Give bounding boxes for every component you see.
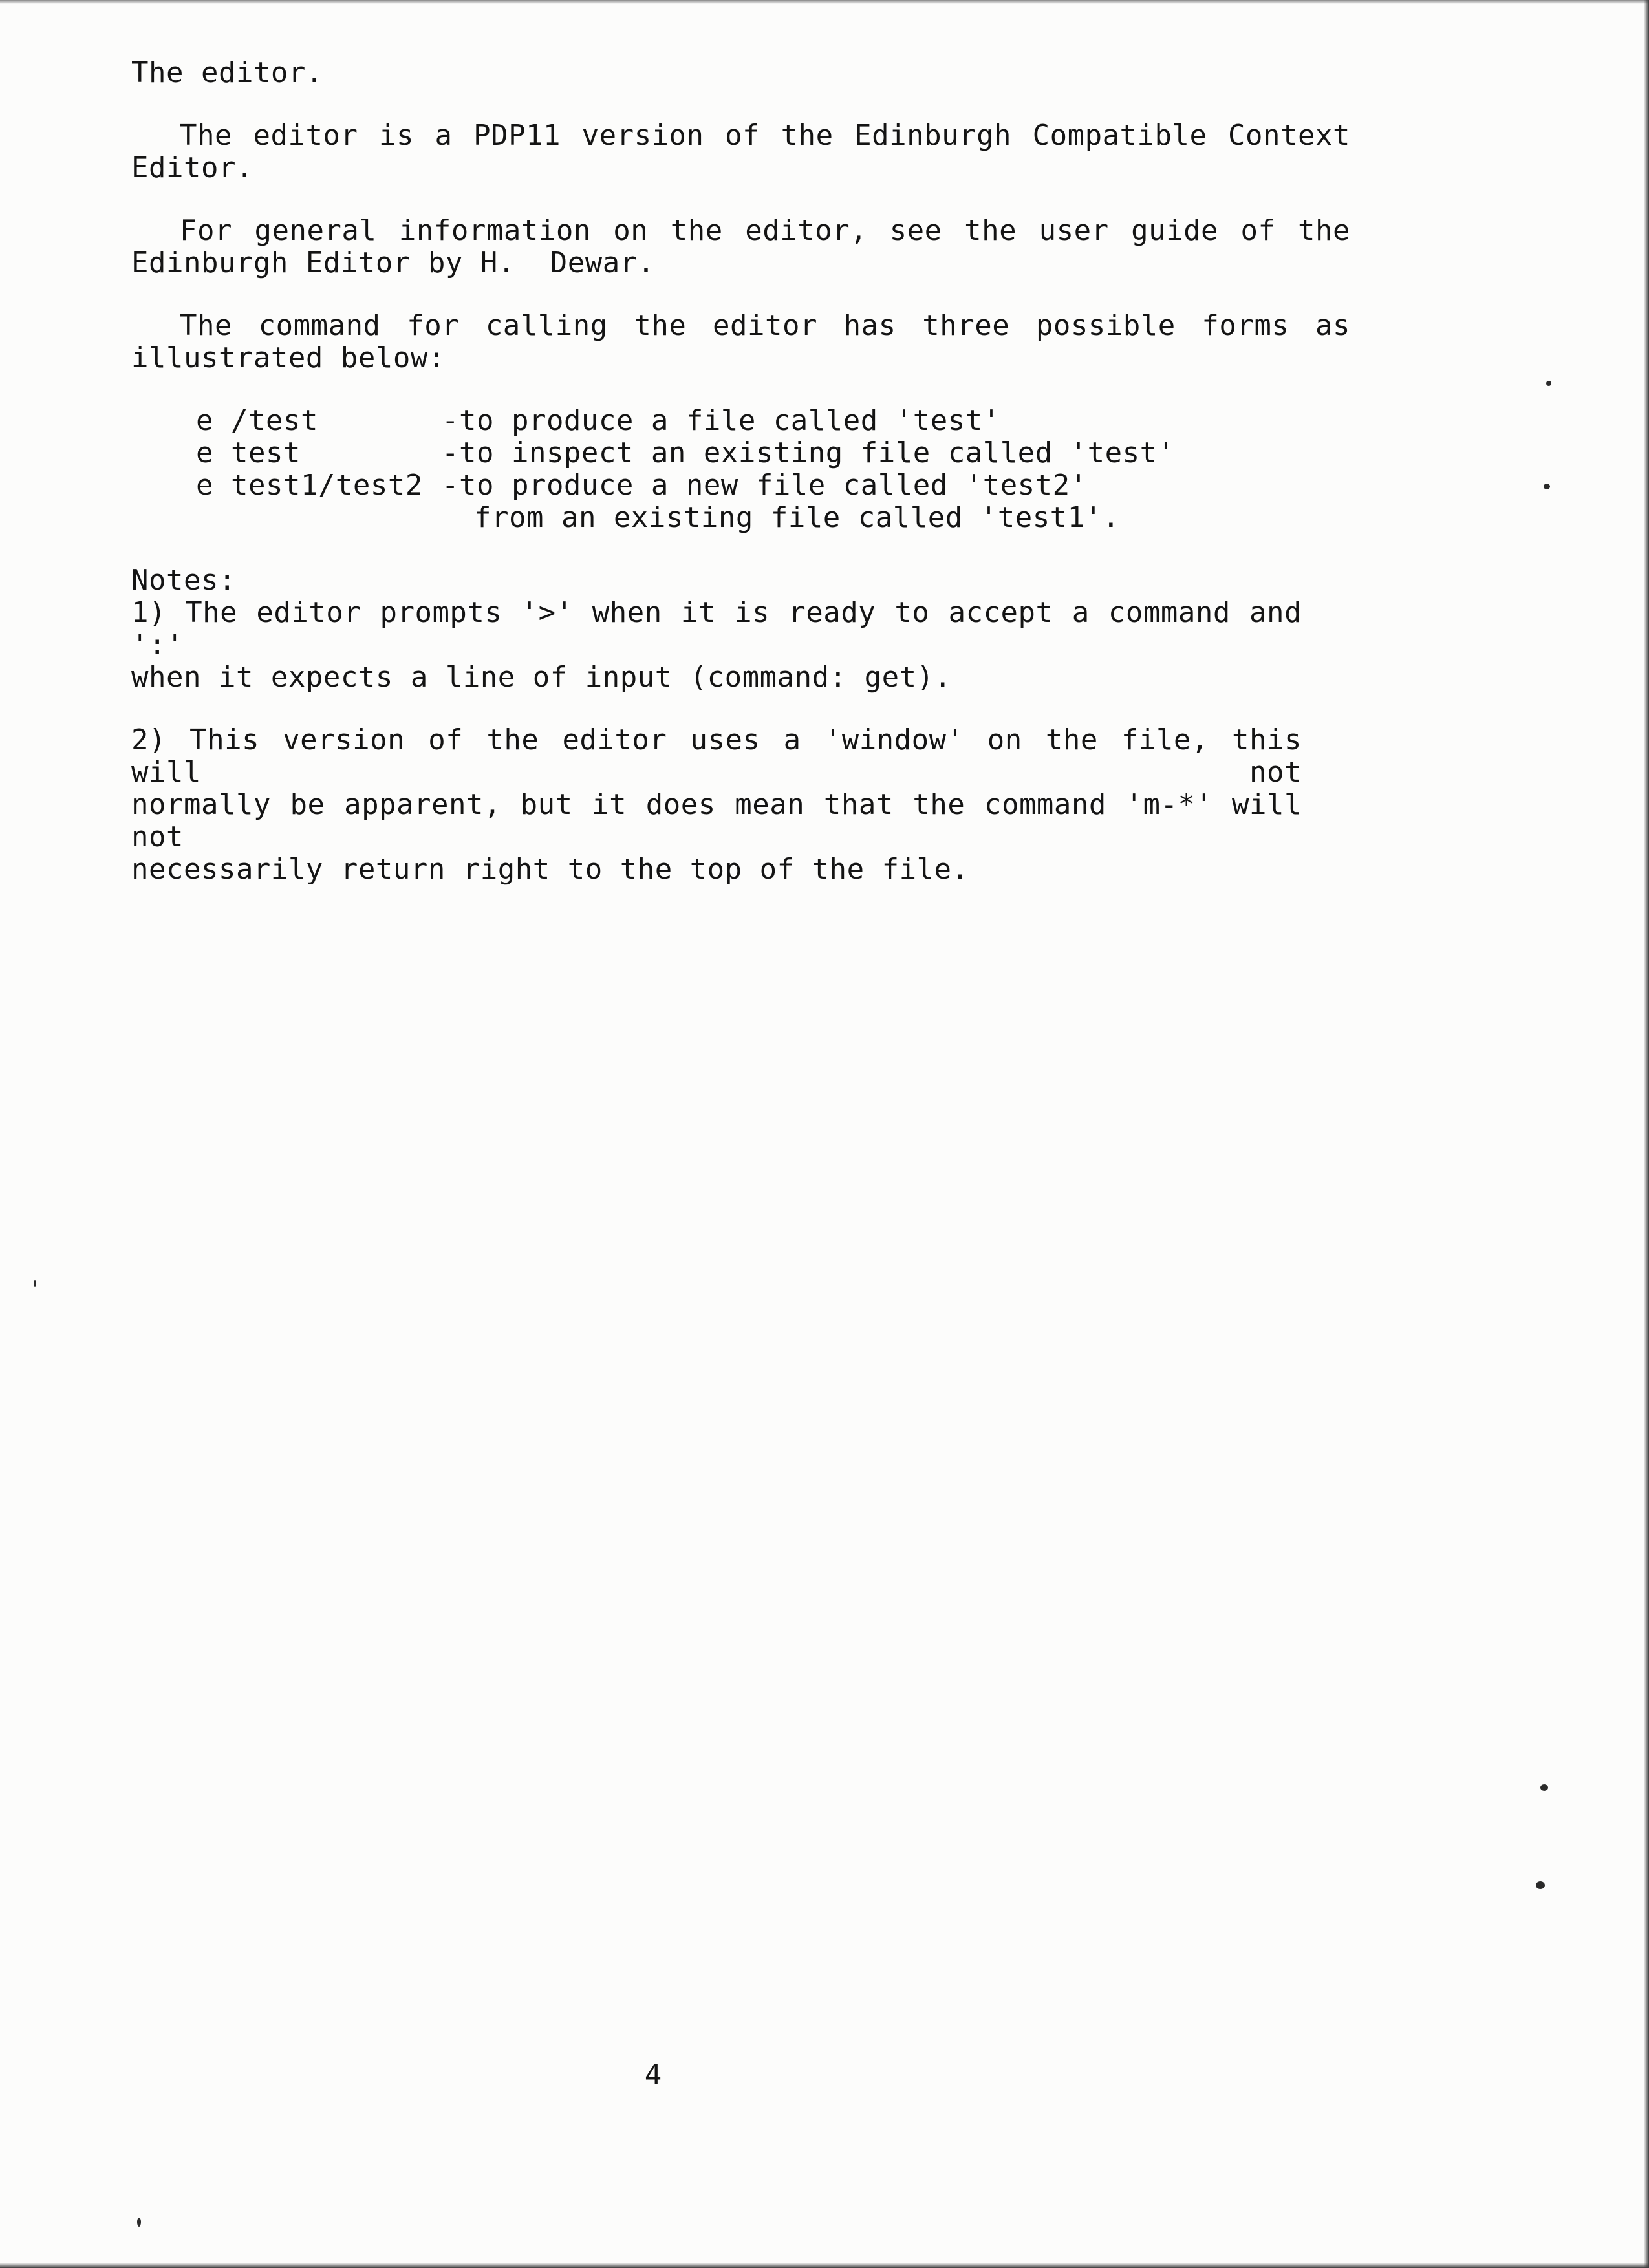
notes-label: Notes: <box>131 564 236 597</box>
paragraph-intro <box>131 119 1350 184</box>
scan-speck <box>137 2218 141 2227</box>
paragraph-general-info-line-2: Edinburgh Editor by H. Dewar. <box>131 246 655 279</box>
note-2-line-3: necessarily return right to the top of the file. <box>131 853 969 886</box>
command-row <box>131 405 1308 437</box>
scan-speck <box>1540 1784 1548 1791</box>
paragraph-command-forms <box>131 309 1350 374</box>
note-2 <box>131 724 1308 886</box>
command-description: -to produce a file called 'test' <box>442 404 1000 437</box>
command-description-continuation: from an existing file called 'test1'. <box>474 501 1120 534</box>
command-name: e test1/test2 <box>196 469 423 502</box>
paragraph-command-forms-line-2: illustrated below: <box>131 341 446 374</box>
paragraph-intro-line-2: Editor. <box>131 151 253 184</box>
command-row <box>131 437 1308 469</box>
command-description: -to produce a new file called 'test2' <box>442 469 1088 502</box>
scan-speck <box>1536 1881 1545 1889</box>
command-name: e /test <box>196 404 318 437</box>
paragraph-command-forms-line-1: The command for calling the editor has three possible forms as <box>180 309 1350 342</box>
command-name: e test <box>196 436 301 469</box>
command-description: -to inspect an existing file called 'test' <box>442 436 1175 469</box>
paragraph-general-info-line-1: For general information on the editor, see the user guide of the <box>180 214 1350 247</box>
page-edge-right <box>1644 0 1649 2268</box>
command-row <box>131 469 1308 502</box>
scan-speck <box>1546 381 1551 386</box>
page-edge-top <box>0 0 1649 4</box>
note-2-line-2: normally be apparent, but it does mean that the command 'm-*' will not <box>131 788 1302 853</box>
scan-speck <box>1544 484 1550 489</box>
command-list <box>131 405 1308 534</box>
paragraph-intro-line-1: The editor is a PDP11 version of the Edinburgh Compatible Context <box>180 119 1350 152</box>
section-heading: The editor. <box>131 56 323 89</box>
page-edge-bottom <box>0 2263 1649 2268</box>
note-2-line-1: 2) This version of the editor uses a 'window' on the file, this will not <box>131 723 1302 789</box>
note-1-line-2: when it expects a line of input (command: get). <box>131 661 952 694</box>
paragraph-general-info <box>131 214 1350 279</box>
note-1-line-1: 1) The editor prompts '>' when it is ready to accept a command and ':' <box>131 596 1302 661</box>
document-body <box>131 56 1350 886</box>
page-number: 4 <box>644 2059 662 2091</box>
scan-speck <box>34 1280 36 1287</box>
note-1 <box>131 597 1308 694</box>
